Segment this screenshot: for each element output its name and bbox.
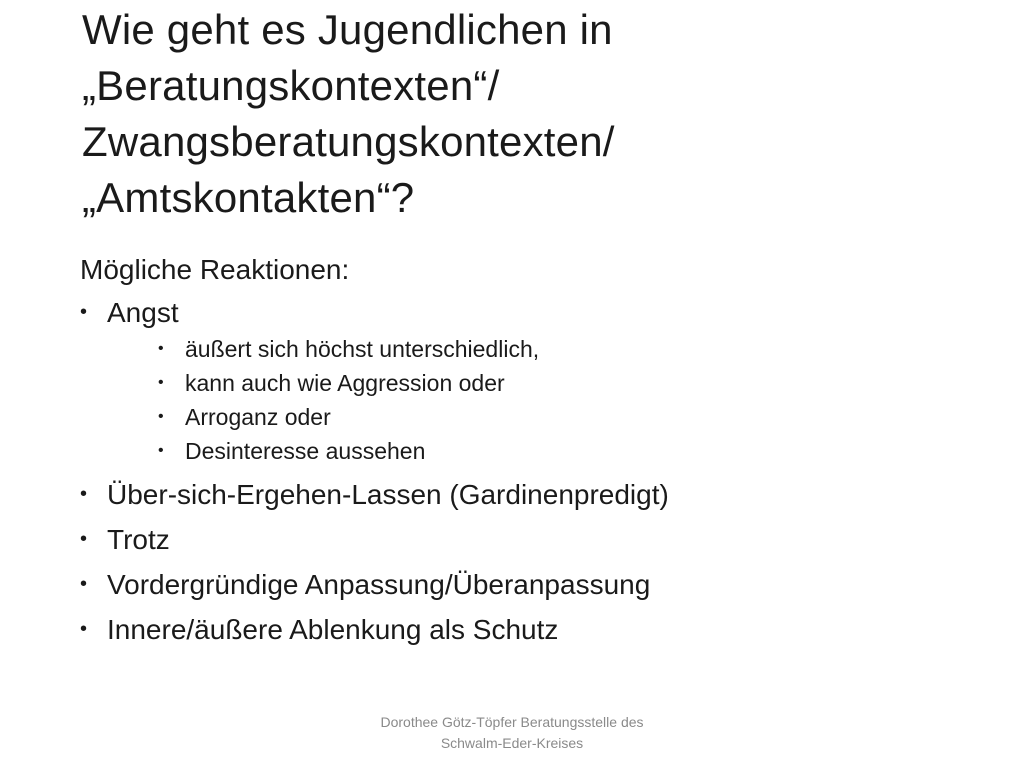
list-item-label: Innere/äußere Ablenkung als Schutz	[107, 614, 559, 645]
list-item-angst	[80, 290, 980, 468]
sub-list-item	[107, 366, 980, 400]
title-line: Zwangsberatungskontexten/	[82, 118, 615, 165]
bullet-icon: •	[158, 408, 164, 425]
list-item-label: Vordergründige Anpassung/Überanpassung	[107, 569, 651, 600]
sub-list-item	[107, 400, 980, 434]
sub-list-item-label: äußert sich höchst unterschiedlich,	[185, 336, 540, 362]
sub-list	[107, 332, 980, 468]
list-item	[80, 517, 980, 562]
sub-list-item-label: Arroganz oder	[185, 404, 331, 430]
bullet-icon: •	[80, 573, 88, 595]
bullet-icon: •	[80, 618, 88, 640]
reaction-list	[80, 290, 980, 652]
bullet-icon: •	[80, 528, 88, 550]
list-item	[80, 607, 980, 652]
list-item-label: Trotz	[107, 524, 170, 555]
sub-list-item-label: Desinteresse aussehen	[185, 438, 426, 464]
title-line: Wie geht es Jugendlichen in	[82, 6, 613, 53]
slide-content	[80, 250, 980, 652]
list-item	[80, 472, 980, 517]
intro-text: Mögliche Reaktionen:	[80, 254, 350, 285]
sub-list-item-label: kann auch wie Aggression oder	[185, 370, 505, 396]
bullet-icon: •	[158, 374, 164, 391]
sub-list-item	[107, 332, 980, 366]
bullet-icon: •	[80, 301, 88, 323]
slide-title	[82, 2, 982, 226]
title-line: „Beratungskontexten“/	[82, 62, 500, 109]
slide-footer	[312, 712, 712, 754]
sub-list-item	[107, 434, 980, 468]
footer-line: Dorothee Götz-Töpfer Beratungsstelle des	[380, 714, 644, 730]
list-item-label: Angst	[107, 297, 179, 328]
list-item-label: Über-sich-Ergehen-Lassen (Gardinenpredigt)	[107, 479, 669, 510]
bullet-icon: •	[158, 442, 164, 459]
bullet-icon: •	[158, 340, 164, 357]
bullet-icon: •	[80, 483, 88, 505]
footer-line: Schwalm-Eder-Kreises	[440, 735, 584, 751]
title-line: „Amtskontakten“?	[82, 174, 415, 221]
list-item	[80, 562, 980, 607]
